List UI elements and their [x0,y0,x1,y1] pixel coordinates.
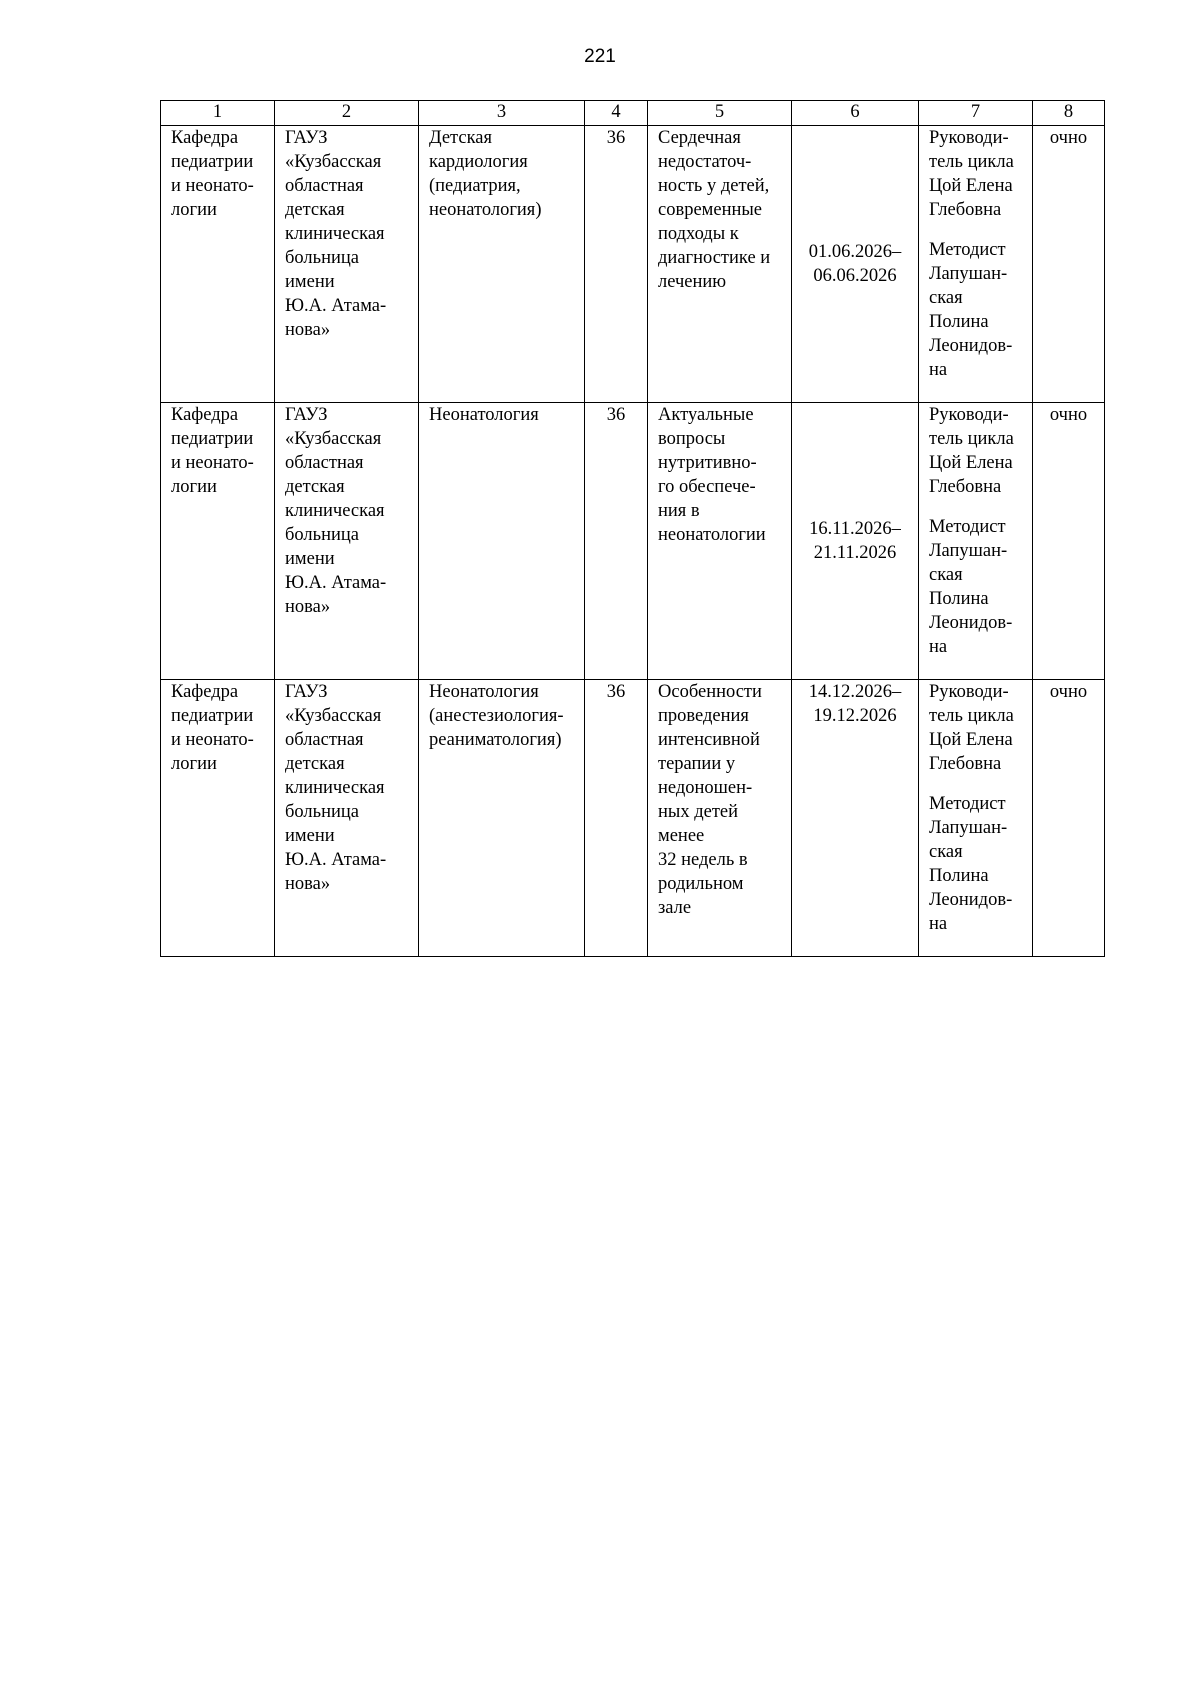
specialty-cell [419,680,585,957]
topic-line: неонатологии [658,525,766,545]
organization-line: больница [285,802,359,822]
date-line: 19.12.2026 [813,706,897,726]
methodist-line: на [929,637,948,657]
organization-cell [275,680,419,957]
table-row [161,403,1105,680]
organization-line: Ю.А. Атама- [285,573,387,593]
methodist-block [929,238,1022,382]
methodist-block [929,515,1022,659]
cycle-head-line: Руководи- [929,682,1009,702]
date-line: 01.06.2026– [808,242,902,262]
methodist-block [929,792,1022,936]
methodist-line: Полина [929,589,989,609]
topic-line: ность у детей, [658,176,770,196]
methodist-line: Методист [929,517,1006,537]
methodist-line: Методист [929,240,1006,260]
department-line: и неонато- [171,730,254,750]
topic-line: нутритивно- [658,453,757,473]
cycle-head-line: тель цикла [929,429,1014,449]
organization-line: «Кузбасская [285,429,382,449]
department-line: логии [171,754,217,774]
topic-cell [648,126,792,403]
topic-line: ния в [658,501,700,521]
topic-line: проведения [658,706,749,726]
organization-line: ГАУЗ [285,405,328,425]
dates-cell [792,126,919,403]
organization-cell [275,126,419,403]
hours-cell: 36 [585,126,648,403]
department-line: Кафедра [171,405,239,425]
cycle-head-line: Руководи- [929,405,1009,425]
cycle-head-block [929,680,1022,776]
organization-line: клиническая [285,778,385,798]
date-line: 21.11.2026 [813,543,897,563]
topic-line: диагностике и [658,248,771,268]
topic-line: недостаточ- [658,152,752,172]
cycle-head-line: Цой Елена [929,730,1013,750]
specialty-cell [419,403,585,680]
topic-line: интенсивной [658,730,760,750]
organization-line: «Кузбасская [285,706,382,726]
cycle-head-line: Руководи- [929,128,1009,148]
department-line: педиатрии [171,429,254,449]
organization-line: Ю.А. Атама- [285,850,387,870]
cycle-head-line: Глебовна [929,754,1002,774]
department-line: и неонато- [171,176,254,196]
topic-line: 32 недель в [658,850,748,870]
organization-line: нова» [285,320,331,340]
organization-line: областная [285,453,364,473]
dates-cell [792,403,919,680]
department-line: Кафедра [171,128,239,148]
page-number: 221 [584,46,616,67]
cycle-head-line: Глебовна [929,200,1002,220]
cycle-head-line: Цой Елена [929,453,1013,473]
department-line: Кафедра [171,682,239,702]
table-row [161,680,1105,957]
organization-line: ГАУЗ [285,128,328,148]
column-header: 5 [648,101,792,126]
specialty-line: (педиатрия, [429,176,521,196]
organization-line: детская [285,200,345,220]
table-body [161,126,1105,957]
organization-line: ГАУЗ [285,682,328,702]
specialty-line: (анестезиология- [429,706,564,726]
topic-line: зале [658,898,692,918]
topic-line: вопросы [658,429,726,449]
specialty-line: реаниматология) [429,730,562,750]
schedule-table [160,100,1105,957]
cycle-head-line: тель цикла [929,706,1014,726]
topic-line: го обеспече- [658,477,756,497]
topic-line: современные [658,200,763,220]
dates-cell [792,680,919,957]
organization-line: «Кузбасская [285,152,382,172]
column-header: 2 [275,101,419,126]
column-header: 4 [585,101,648,126]
cycle-head-line: Глебовна [929,477,1002,497]
organization-line: областная [285,176,364,196]
organization-line: детская [285,477,345,497]
study-form-cell: очно [1033,403,1105,680]
column-header: 1 [161,101,275,126]
date-line: 06.06.2026 [813,266,897,286]
methodist-line: ская [929,288,963,308]
column-header: 6 [792,101,919,126]
cycle-head-block [929,403,1022,499]
organization-line: детская [285,754,345,774]
topic-line: терапии у [658,754,736,774]
department-cell [161,126,275,403]
hours-cell: 36 [585,403,648,680]
organization-line: клиническая [285,501,385,521]
hours-cell: 36 [585,680,648,957]
study-form-cell: очно [1033,680,1105,957]
methodist-line: Леонидов- [929,613,1013,633]
header-row [161,101,1105,126]
column-header: 3 [419,101,585,126]
topic-line: подходы к [658,224,739,244]
organization-line: имени [285,272,335,292]
organization-cell [275,403,419,680]
organization-line: нова» [285,597,331,617]
methodist-line: Лапушан- [929,264,1008,284]
topic-cell [648,680,792,957]
organization-line: имени [285,826,335,846]
topic-line: Актуальные [658,405,754,425]
organization-line: имени [285,549,335,569]
topic-line: лечению [658,272,727,292]
methodist-line: Полина [929,866,989,886]
department-cell [161,403,275,680]
topic-line: Сердечная [658,128,741,148]
department-line: логии [171,200,217,220]
methodist-line: Леонидов- [929,336,1013,356]
specialty-line: неонатология) [429,200,542,220]
responsible-persons-cell [919,403,1033,680]
specialty-cell [419,126,585,403]
specialty-line: Детская [429,128,493,148]
methodist-line: на [929,914,948,934]
topic-line: недоношен- [658,778,753,798]
organization-line: больница [285,525,359,545]
topic-cell [648,403,792,680]
department-line: педиатрии [171,706,254,726]
organization-line: клиническая [285,224,385,244]
methodist-line: ская [929,565,963,585]
department-line: и неонато- [171,453,254,473]
date-line: 16.11.2026– [809,519,901,539]
organization-line: нова» [285,874,331,894]
methodist-line: Леонидов- [929,890,1013,910]
methodist-line: Лапушан- [929,818,1008,838]
table-row [161,126,1105,403]
methodist-line: на [929,360,948,380]
department-line: педиатрии [171,152,254,172]
specialty-line: Неонатология [429,682,539,702]
column-header: 7 [919,101,1033,126]
methodist-line: Полина [929,312,989,332]
column-header: 8 [1033,101,1105,126]
cycle-head-line: тель цикла [929,152,1014,172]
topic-line: Особенности [658,682,762,702]
methodist-line: ская [929,842,963,862]
organization-line: больница [285,248,359,268]
organization-line: областная [285,730,364,750]
date-line: 14.12.2026– [808,682,902,702]
cycle-head-line: Цой Елена [929,176,1013,196]
responsible-persons-cell [919,680,1033,957]
topic-line: родильном [658,874,744,894]
department-cell [161,680,275,957]
department-line: логии [171,477,217,497]
topic-line: ных детей [658,802,739,822]
organization-line: Ю.А. Атама- [285,296,387,316]
responsible-persons-cell [919,126,1033,403]
specialty-line: Неонатология [429,405,539,425]
cycle-head-block [929,126,1022,222]
methodist-line: Лапушан- [929,541,1008,561]
specialty-line: кардиология [429,152,528,172]
methodist-line: Методист [929,794,1006,814]
topic-line: менее [658,826,705,846]
study-form-cell: очно [1033,126,1105,403]
